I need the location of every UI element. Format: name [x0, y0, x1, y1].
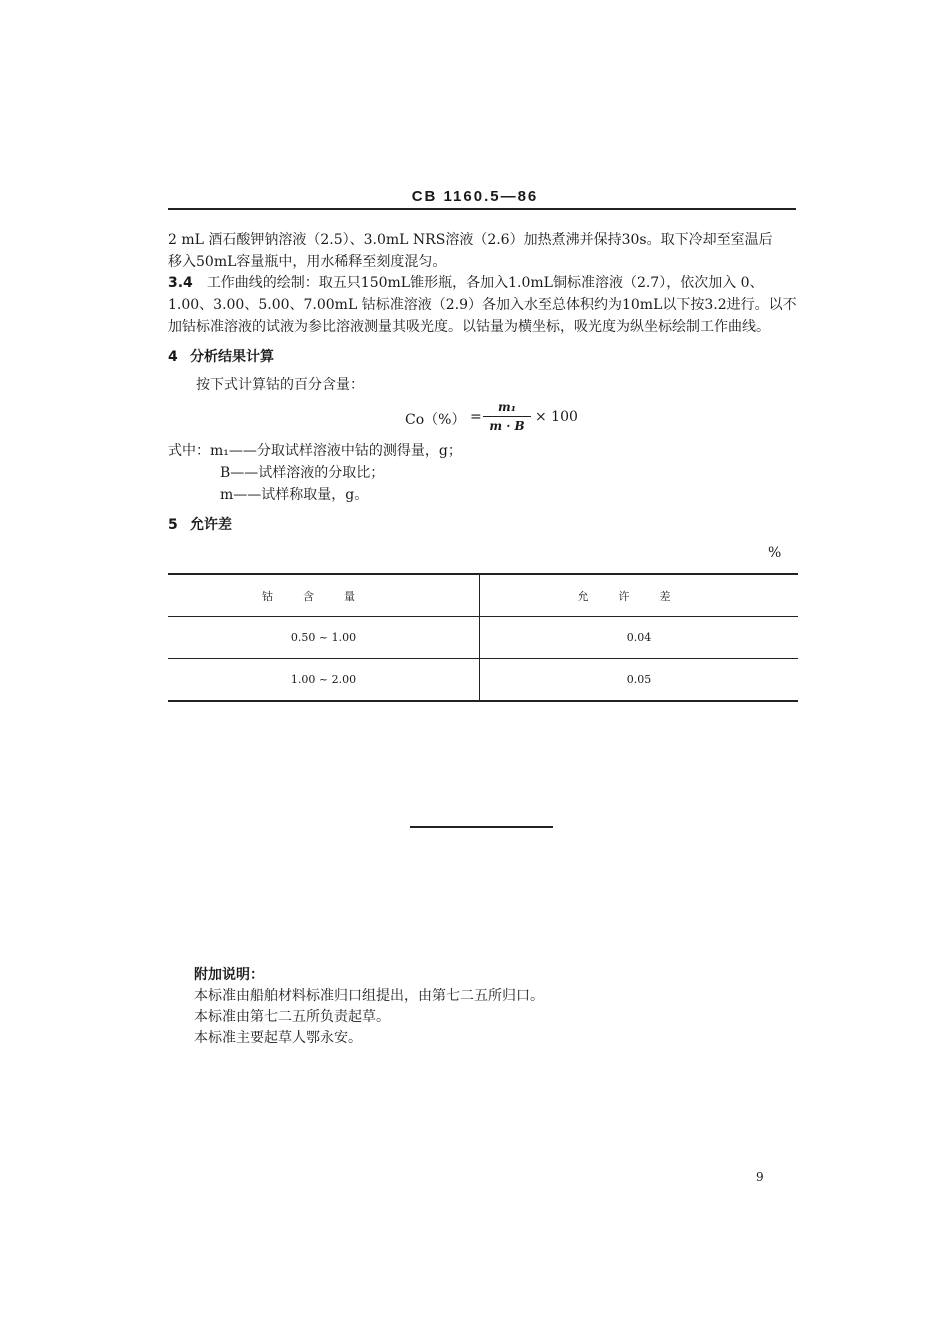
section5-title: 允许差: [190, 517, 232, 533]
section4-title: 分析结果计算: [190, 349, 274, 365]
item-3-4-number: 3.4: [168, 275, 193, 291]
end-rule: [410, 826, 553, 828]
definition-m: m——试样称取量，g。: [220, 487, 369, 503]
table-row: [168, 617, 798, 659]
item-3-4-text: 工作曲线的绘制：取五只150mL锥形瓶，各加入1.0mL铜标准溶液（2.7），依次加入 0、1.00、3.00、5.00、7.00mL 钴标准溶液（2.9）各加入水至总体积约为10mL以下按3.2进行。以不加钴标准溶液的试液为参比溶液测量其吸光度。以钴量为横坐标，吸光度为纵坐标绘制工作曲线。: [168, 275, 797, 335]
item-3-4: [168, 272, 798, 338]
cell-tolerance: 0.05: [480, 659, 799, 702]
note-line: 本标准主要起草人鄂永安。: [194, 1030, 362, 1046]
standard-code: CB 1160.5—86: [411, 188, 539, 205]
formula-numerator: m₁: [498, 400, 516, 414]
para-line-2: 移入50mL容量瓶中，用水稀释至刻度混匀。: [168, 254, 447, 270]
cell-tolerance: 0.04: [480, 617, 799, 659]
note-line: 本标准由第七二五所负责起草。: [194, 1009, 390, 1025]
formula-lhs: Co（%）: [405, 412, 466, 428]
formula-rhs: × 100: [535, 409, 578, 425]
fraction-bar: [483, 416, 531, 417]
definition-m1: 式中：m₁——分取试样溶液中钴的测得量，g；: [168, 443, 462, 459]
header-cobalt-content: 钴含量: [168, 574, 480, 617]
formula-equals: =: [470, 409, 482, 425]
formula-fraction: [483, 400, 531, 433]
section5-heading: [168, 514, 232, 534]
note-title: 附加说明：: [194, 967, 264, 983]
table-row: [168, 659, 798, 702]
definition-b: B——试样溶液的分取比；: [220, 465, 385, 481]
cell-range: 0.50 ~ 1.00: [168, 617, 480, 659]
section5-number: 5: [168, 517, 178, 533]
section4-intro: 按下式计算钴的百分含量：: [196, 377, 364, 393]
table-unit: %: [768, 545, 782, 561]
cell-range: 1.00 ~ 2.00: [168, 659, 480, 702]
section4-heading: [168, 346, 274, 366]
table-header-row: [168, 574, 798, 617]
formula-denominator: m · B: [489, 419, 525, 433]
additional-notes: [194, 965, 544, 1049]
note-line: 本标准由船舶材料标准归口组提出，由第七二五所归口。: [194, 988, 544, 1004]
section4-number: 4: [168, 349, 178, 365]
page-number: 9: [756, 1170, 764, 1184]
header-rule: [168, 208, 796, 210]
tolerance-table: [168, 573, 798, 702]
para-line-1: 2 mL 酒石酸钾钠溶液（2.5）、3.0mL NRS溶液（2.6）加热煮沸并保持30s。取下冷却至室温后: [168, 232, 773, 248]
section3-paragraph: [168, 229, 798, 273]
header-tolerance: 允许差: [480, 574, 799, 617]
